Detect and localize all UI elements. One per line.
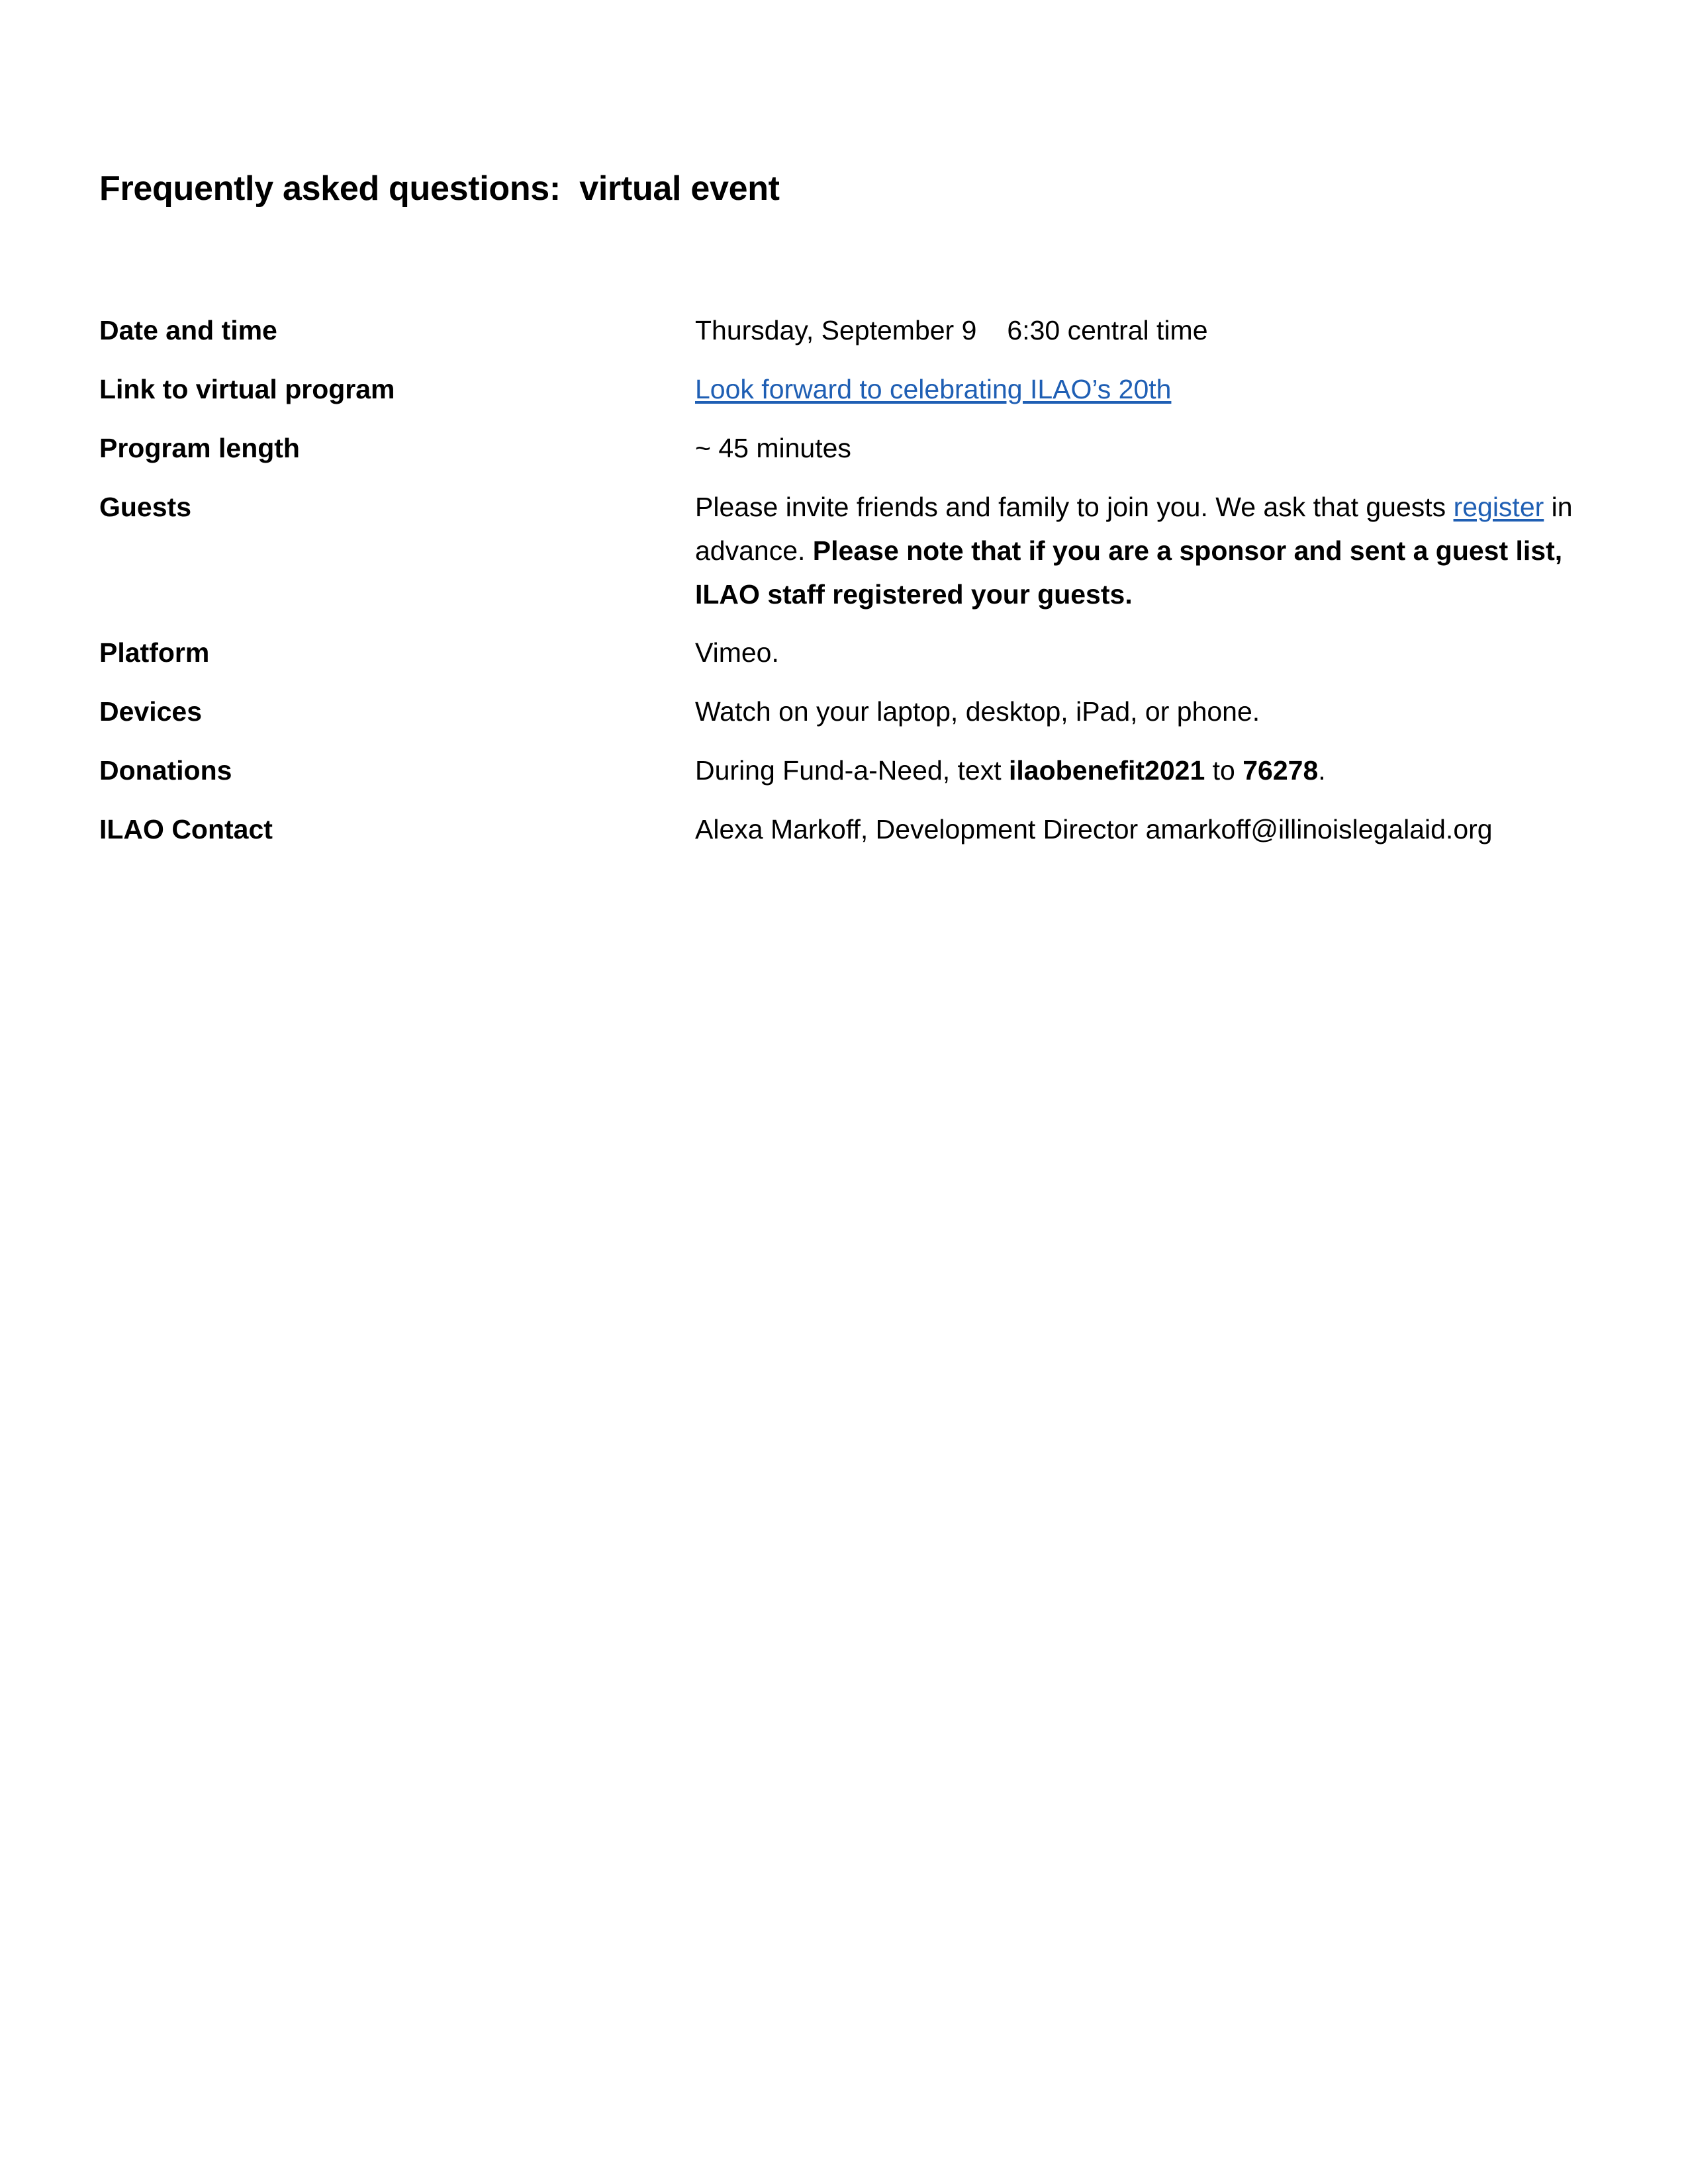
faq-value-date-time bbox=[695, 308, 1595, 352]
faq-label-length: Program length bbox=[99, 433, 300, 463]
faq-label-contact: ILAO Contact bbox=[99, 814, 273, 844]
donations-text: During Fund-a-Need, text bbox=[695, 755, 1009, 786]
faq-value-contact: Alexa Markoff, Development Director amarkoff@illinoislegalaid.org bbox=[695, 814, 1493, 844]
faq-value-guests bbox=[695, 485, 1595, 616]
faq-value-length: ~ 45 minutes bbox=[695, 433, 851, 463]
faq-label-platform: Platform bbox=[99, 637, 210, 668]
event-date: Thursday, September 9 bbox=[695, 315, 977, 345]
faq-value-donations bbox=[695, 749, 1595, 792]
faq-label-devices: Devices bbox=[99, 696, 203, 727]
faq-label-link: Link to virtual program bbox=[99, 374, 395, 404]
event-time: 6:30 central time bbox=[1007, 315, 1208, 345]
sponsor-note: Please note that if you are a sponsor and sent a guest list, ILAO staff registered your guests. bbox=[695, 535, 1563, 610]
page-title: Frequently asked questions: virtual event bbox=[99, 169, 780, 208]
faq-value-devices: Watch on your laptop, desktop, iPad, or phone. bbox=[695, 696, 1260, 727]
text-keyword: ilaobenefit2021 bbox=[1009, 755, 1205, 786]
guests-text-continued: in advance. bbox=[695, 492, 1573, 566]
faq-value-link bbox=[695, 367, 1595, 411]
guests-text: Please invite friends and family to join you. We ask that guests bbox=[695, 492, 1454, 522]
text-number: 76278 bbox=[1243, 755, 1319, 786]
faq-label-donations: Donations bbox=[99, 755, 232, 786]
virtual-program-link[interactable]: Look forward to celebrating ILAO’s 20th bbox=[695, 374, 1172, 404]
donations-text-end: . bbox=[1318, 755, 1326, 786]
donations-text-to: to bbox=[1205, 755, 1243, 786]
faq-value-platform: Vimeo. bbox=[695, 637, 779, 668]
register-link[interactable]: register bbox=[1453, 492, 1544, 522]
faq-label-date-time: Date and time bbox=[99, 315, 277, 345]
faq-label-guests: Guests bbox=[99, 492, 191, 522]
